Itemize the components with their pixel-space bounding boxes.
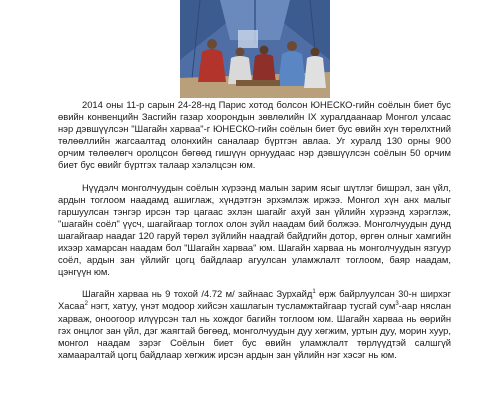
low-table: [236, 80, 280, 86]
paragraph-text-segment: Шагайн харваа нь 9 тохой /4.72 м/ зайнаас Зурхайд: [82, 288, 313, 300]
footnote-marker-2: 2: [84, 301, 88, 308]
paragraph-shagai-archery-rules: [58, 288, 451, 361]
paragraph-text-segment: -аар няслан харваж, оноогоор илүүрсэн тал нь хождог багийн тоглоом юм. Шагайн харваа нь өөрийн гэх онцлог зан үйл, дэг жаягтай бөгөөд, монголчуудын дуу хөгжим, уртын дуу, морин хуур, монгол наадам зэрэг Соёлын биет бус өвийн уламжлалт төрлүүдтэй салшгүй хамааралтай цогц байдлаар хөгжиж ирсэн ардын зан үйлийн нэг хэсэг нь юм.: [58, 300, 452, 360]
tent-gathering-photo: [180, 0, 330, 98]
footnote-marker-1: 1: [312, 289, 316, 296]
paragraph-text-segment: нэгт, хатуу, үнэт модоор хийсэн хашлагын тусламжтайгаар тусгай сум: [87, 300, 396, 312]
tent-gathering-photo-drawing: [180, 0, 330, 98]
article-body: [58, 99, 451, 361]
paragraph-text-segment: өрж байрлуулсан 30-н ширхэг Хасаа: [58, 288, 451, 312]
paragraph-unesco-registration: 2014 оны 11-р сарын 24-28-нд Парис хотод болсон ЮНЕСКО-гийн соёлын биет бус өвийн конвенцийн Засгийн газар хоорондын зөвлөлийн IX хуралдаанаар Монгол улсаас нэр дэвшүүлсэн "Шагайн харваа"-г ЮНЕСКО-гийн соёлын биет бус өвийн хүн төрөлхтний төлөөллийн жагсаалтад олонхийн саналаар бүртгэн авлаа. Уг хуралд 130 орны 900 орчим төлөөлөгч оролцсон бөгөөд гишүүн орнуудаас нэр дэвшүүлсэн соёлын 50 орчим биет бус өвийг бүртгэх талаар хэлэлцсэн юм.: [58, 99, 451, 171]
paragraph-shagai-culture: Нүүдэлч монголчуудын соёлын хүрээнд малын зарим ясыг шүтлэг бишрэл, зан үйл, ардын тоглоом наадамд ашиглаж, хүндэтгэн эрхэмлэж иржээ. Монгол хүн анх малыг гаршуулсан тэнгэр ирсэн тэр цагаас эхлэн шагайг ахуй зан үйлийн хүрээнд хэрэглэж, "шагайн соёл" үүсч, шагайгаар тоглох олон зүйл наадам бий болжээ. Монголчуудын дунд шагайгаар наадаг 120 гаруй төрөл зүйлийн наадгай байдгийн дотор, өргөн олныг хамгийн ихээр хамарсан наадам бол "Шагайн харваа" юм. Шагайн харваа нь монголчуудын язгуур соёл, ардын зан үйлийг цогц байдлаар агуулсан уламжлалт тоглоом, баяр наадам, цэнгүүн юм.: [58, 181, 451, 278]
footnote-marker-3: 3: [395, 301, 399, 308]
tent-window-light: [238, 30, 258, 48]
